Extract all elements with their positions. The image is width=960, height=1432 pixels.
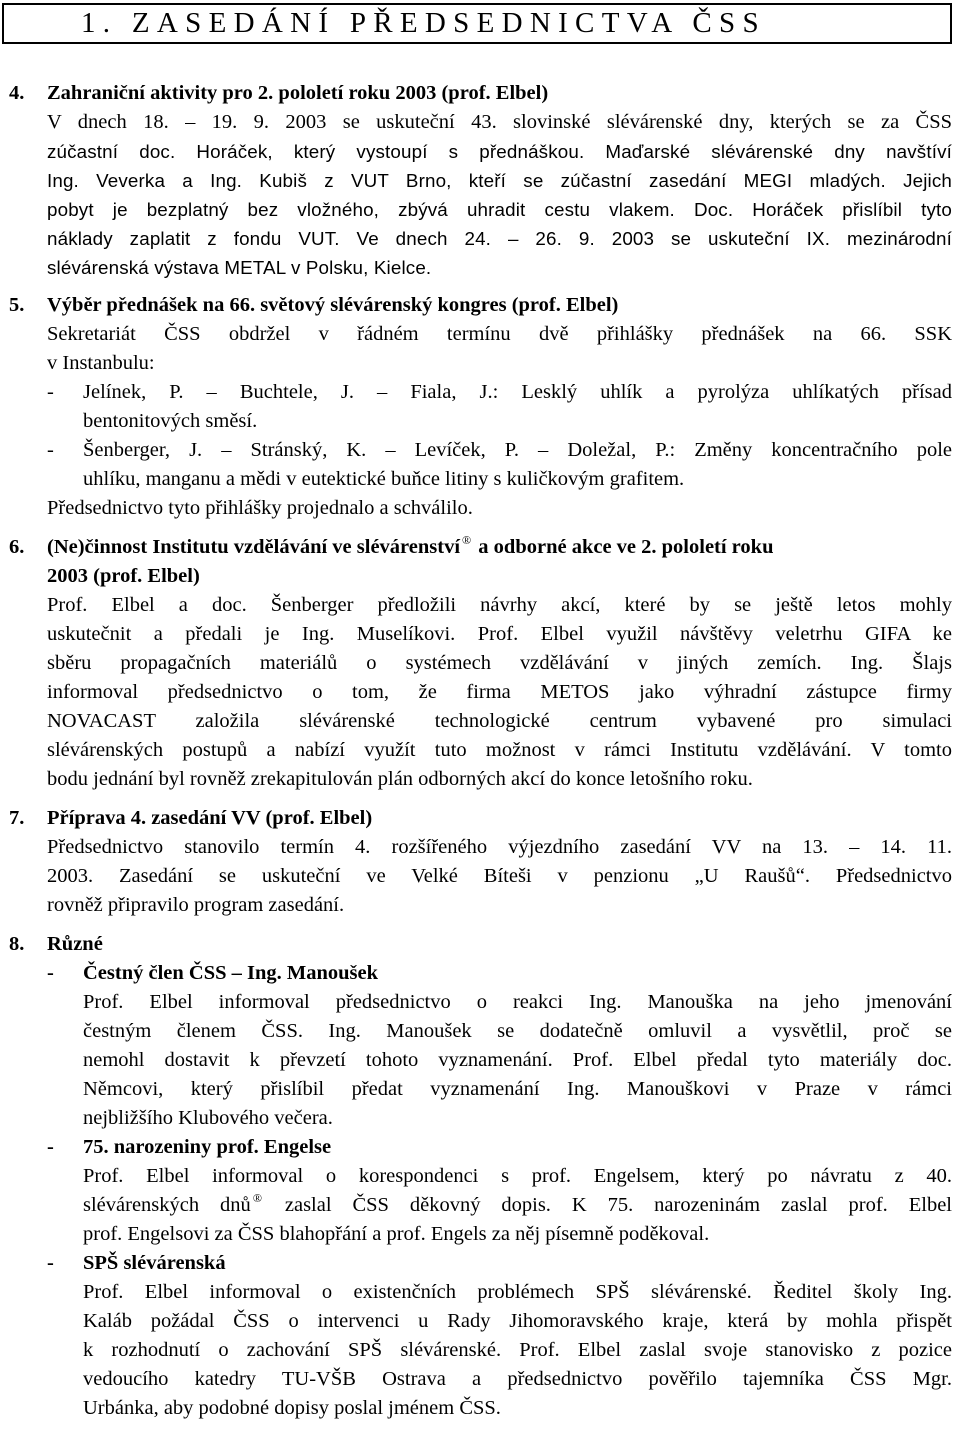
section-4-heading [9, 79, 952, 108]
subsection-heading [9, 1249, 952, 1278]
text-line: slévárenská výstava METAL v Polsku, Kielce. [47, 257, 432, 278]
list-dash: - [47, 381, 54, 403]
list-item [9, 436, 952, 494]
section-title: Výběr přednášek na 66. světový slévárenský kongres (prof. Elbel) [47, 294, 619, 316]
text-line: NOVACAST založila slévárenské technologické centrum vybavené pro simulaci [47, 710, 952, 732]
section-7-text [9, 833, 952, 920]
section-number: 4. [9, 82, 25, 104]
section-8-heading [9, 930, 952, 959]
subsection-text [9, 1278, 952, 1423]
section-title: Zahraniční aktivity pro 2. pololetí roku 2003 (prof. Elbel) [47, 82, 549, 104]
text-line: V dnech 18. – 19. 9. 2003 se uskuteční 43. slovinské slévárenské dny, kterých se za ČSS [47, 111, 952, 133]
text-line: nemohl dostavit k převzetí tohoto vyznamenání. Prof. Elbel předal tyto materiály doc. [83, 1049, 952, 1071]
section-4-text [9, 108, 952, 282]
section-5-heading [9, 291, 952, 320]
text-line: uskutečnit a předali je Ing. Muselíkovi. Prof. Elbel využil návštěvy veletrhu GIFA ke [47, 623, 952, 645]
text-line: Předsednictvo tyto přihlášky projednalo a schválilo. [47, 497, 473, 519]
text-line: vedoucího katedry TU-VŠB Ostrava a předsednictvo pověřilo tajemníka ČSS Mgr. [83, 1368, 952, 1390]
text-line: informoval předsednictvo o tom, že firma METOS jako výhradní zástupce firmy [47, 681, 952, 703]
text-line: Urbánka, aby podobné dopisy poslal jménem ČSS. [83, 1397, 501, 1419]
page-title: 1. ZASEDÁNÍ PŘEDSEDNICTVA ČSS [2, 3, 952, 44]
subsection-heading [9, 1133, 952, 1162]
list-dash: - [47, 439, 54, 461]
text-line: Jelínek, P. – Buchtele, J. – Fiala, J.: Lesklý uhlík a pyrolýza uhlíkatých přísad [83, 381, 952, 403]
section-number: 6. [9, 536, 25, 558]
text-line: bodu jednání byl rovněž zrekapitulován plán odborných akcí do konce letošního roku. [47, 768, 753, 790]
section-number: 8. [9, 933, 25, 955]
text-line: Šenberger, J. – Stránský, K. – Levíček, P. – Doležal, P.: Změny koncentračního pole [83, 439, 952, 461]
list-item-text [83, 436, 952, 494]
text-line: 2003. Zasedání se uskuteční ve Velké Bíteši v penzionu „U Raušů“. Předsednictvo [47, 865, 952, 887]
text-line: rovněž připravilo program zasedání. [47, 894, 345, 916]
section-6-heading [9, 533, 952, 591]
text-line: v Instanbulu: [47, 352, 155, 374]
text-line: Ing. Veverka a Ing. Kubiš z VUT Brno, kteří se zúčastní zasedání MEGI mladých. Jejich [47, 170, 952, 191]
text-line: čestným členem ČSS. Ing. Manoušek se dodatečně omluvil a vysvětlil, proč se [83, 1020, 952, 1042]
section-8 [9, 930, 952, 1423]
text-line: Němcovi, který přislíbil předat vyznamenání Ing. Manouškovi v Praze v rámci [83, 1078, 952, 1100]
text-fragment: zaslal ČSS děkovný dopis. K 75. narozeninám zaslal prof. Elbel [263, 1194, 953, 1216]
subsection-title: SPŠ slévárenská [83, 1252, 226, 1274]
section-title-part: 2003 (prof. Elbel) [47, 565, 200, 587]
section-4 [9, 79, 952, 282]
text-line: slévárenských postupů a nabízí využít tuto možnost v rámci Institutu vzdělávání. V tomto [47, 739, 952, 761]
section-6 [9, 533, 952, 794]
text-line: Prof. Elbel a doc. Šenberger předložili návrhy akcí, které by se ještě letos mohly [47, 594, 952, 616]
subsection-title: Čestný člen ČSS – Ing. Manoušek [83, 962, 379, 984]
section-5-closing [9, 494, 952, 523]
text-line: pobyt je bezplatný bez vložného, zbývá uhradit cestu vlakem. Doc. Horáček přislíbil tyto [47, 199, 952, 220]
subsection-text [9, 988, 952, 1133]
registered-mark: ® [252, 1191, 262, 1205]
section-7 [9, 804, 952, 920]
section-title-part: (Ne)činnost Institutu vzdělávání ve slévárenství [47, 536, 461, 558]
section-7-heading [9, 804, 952, 833]
subsection-text [9, 1162, 952, 1249]
text-line: Kaláb požádal ČSS o intervenci u Rady Jihomoravského kraje, která by mohla přispět [83, 1310, 952, 1332]
section-title-part: a odborné akce ve 2. pololetí roku [473, 536, 774, 558]
section-number: 5. [9, 294, 25, 316]
text-line: sběru propagačních materiálů o systémech vzdělávání v jiných zemích. Ing. Šlajs [47, 652, 952, 674]
text-line: zúčastní doc. Horáček, který vystoupí s přednáškou. Maďarské slévárenské dny navštíví [47, 141, 952, 162]
text-line: uhlíku, manganu a mědi v eutektické buňce litiny s kuličkovým grafitem. [83, 468, 685, 490]
text-line: náklady zaplatit z fondu VUT. Ve dnech 24. – 26. 9. 2003 se uskuteční IX. mezinárodní [47, 228, 952, 249]
section-5-intro [9, 320, 952, 378]
subsection-heading [9, 959, 952, 988]
list-item [9, 378, 952, 436]
section-number: 7. [9, 807, 25, 829]
document-body [9, 79, 952, 1423]
list-dash: - [47, 1136, 54, 1158]
text-line: Předsednictvo stanovilo termín 4. rozšířeného výjezdního zasedání VV na 13. – 14. 11. [47, 836, 952, 858]
text-line: Prof. Elbel informoval předsednictvo o reakci Ing. Manouška na jeho jmenování [83, 991, 952, 1013]
section-6-text [9, 591, 952, 794]
subsection-title: 75. narozeniny prof. Engelse [83, 1136, 332, 1158]
registered-mark: ® [462, 533, 472, 547]
section-5 [9, 291, 952, 523]
text-line: Sekretariát ČSS obdržel v řádném termínu dvě přihlášky přednášek na 66. SSK [47, 323, 952, 345]
text-line: nejbližšího Klubového večera. [83, 1107, 333, 1129]
list-dash: - [47, 962, 54, 984]
text-line: k rozhodnutí o zachování SPŠ slévárenské. Prof. Elbel zaslal svoje stanovisko z pozice [83, 1339, 952, 1361]
section-title: Příprava 4. zasedání VV (prof. Elbel) [47, 807, 373, 829]
text-fragment: slévárenských dnů [83, 1194, 251, 1216]
text-line: prof. Engelsovi za ČSS blahopřání a prof. Engels za něj písemně poděkoval. [83, 1223, 710, 1245]
text-line [83, 1191, 952, 1220]
list-dash: - [47, 1252, 54, 1274]
text-line: Prof. Elbel informoval o korespondenci s prof. Engelsem, který po návratu z 40. [83, 1165, 952, 1187]
list-item-text [83, 378, 952, 436]
text-line: bentonitových směsí. [83, 410, 258, 432]
section-title: Různé [47, 933, 103, 955]
text-line: Prof. Elbel informoval o existenčních problémech SPŠ slévárenské. Ředitel školy Ing. [83, 1281, 952, 1303]
section-title [47, 533, 952, 591]
